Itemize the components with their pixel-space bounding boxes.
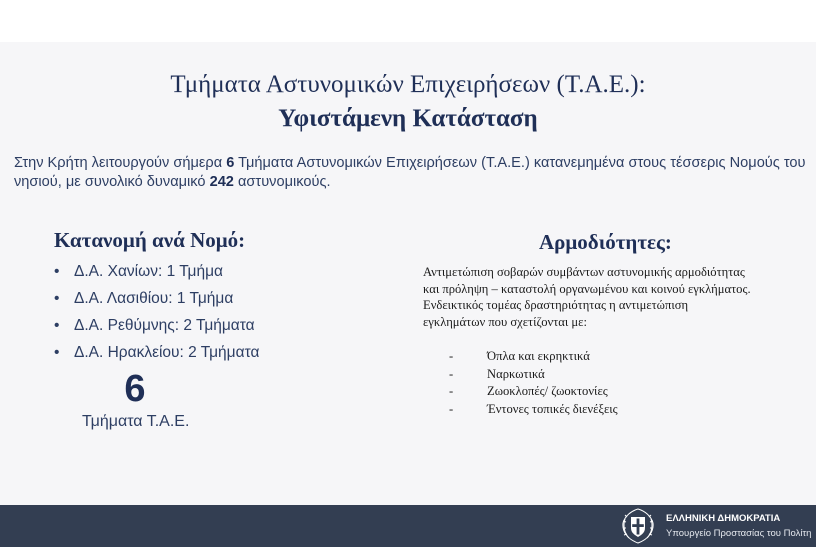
distribution-heading: Κατανομή ανά Νομό: — [54, 228, 246, 252]
page-title — [0, 68, 816, 136]
crime-types-list — [449, 348, 618, 418]
bullet: • — [54, 263, 60, 280]
responsibilities-line: Αντιμετώπιση σοβαρών συμβάντων αστυνομικής αρμοδιότητας — [423, 265, 745, 279]
title-line-2: Υφιστάμενη Κατάσταση — [278, 105, 538, 132]
footer-bar — [0, 505, 816, 547]
total-units-number: 6 — [124, 368, 146, 410]
intro-count: 6 — [226, 155, 235, 171]
slide — [0, 42, 816, 539]
list-item-text: Δ.Α. Ηρακλείου: 2 Τμήματα — [74, 344, 260, 361]
list-item-text: Ζωοκλοπές/ ζωοκτονίες — [487, 384, 608, 398]
responsibilities-line: και πρόληψη – καταστολή οργανωμένου και κοινού εγκλήματος. — [423, 281, 751, 296]
dash-marker: - — [449, 401, 454, 416]
dash-marker: - — [449, 349, 454, 363]
list-item-text: Όπλα και εκρηκτικά — [487, 349, 590, 363]
greek-coat-of-arms-icon — [619, 507, 657, 545]
dash-marker: - — [449, 384, 454, 398]
dash-marker: - — [449, 366, 454, 381]
list-item-text: Έντονες τοπικές διενέξεις — [487, 401, 618, 416]
total-units-label: Τμήματα Τ.Α.Ε. — [82, 413, 190, 430]
intro-personnel: 242 — [209, 174, 234, 190]
list-item-text: Δ.Α. Χανίων: 1 Τμήμα — [74, 263, 223, 280]
bullet: • — [54, 317, 60, 334]
list-item-text: Δ.Α. Ρεθύμνης: 2 Τμήματα — [74, 317, 255, 334]
footer-org-name: ΕΛΛΗΝΙΚΗ ΔΗΜΟΚΡΑΤΙΑ — [666, 513, 781, 524]
distribution-list — [54, 261, 259, 369]
responsibilities-heading: Αρμοδιότητες: — [539, 230, 672, 254]
list-item — [449, 366, 618, 384]
intro-text-3: αστυνομικούς. — [233, 174, 331, 190]
list-item — [54, 342, 259, 369]
responsibilities-text — [423, 264, 808, 330]
list-item — [54, 288, 259, 315]
bullet: • — [54, 290, 60, 307]
footer-ministry-name: Υπουργείο Προστασίας του Πολίτη — [666, 528, 812, 539]
intro-text-1: Στην Κρήτη λειτουργούν σήμερα — [14, 155, 227, 171]
list-item — [449, 401, 618, 419]
list-item — [449, 348, 618, 366]
list-item — [449, 383, 618, 401]
list-item-text: Ναρκωτικά — [487, 366, 545, 381]
bullet: • — [54, 344, 60, 361]
list-item — [54, 261, 259, 288]
title-line-1: Τμήματα Αστυνομικών Επιχειρήσεων (Τ.Α.Ε.): — [170, 71, 646, 98]
list-item-text: Δ.Α. Λασιθίου: 1 Τμήμα — [74, 290, 234, 307]
intro-paragraph — [14, 154, 809, 192]
list-item — [54, 315, 259, 342]
responsibilities-line: εγκλημάτων που σχετίζονται με: — [423, 314, 587, 329]
intro-text-2: Τμήματα Αστυνομικών Επιχειρήσεων (Τ.Α.Ε.) κατανεμημένα στους τέσσερις Νομούς του νησιού, με συνολικό δυναμικό — [14, 155, 806, 190]
responsibilities-line: Ενδεικτικός τομέας δραστηριότητας η αντιμετώπιση — [423, 298, 689, 312]
